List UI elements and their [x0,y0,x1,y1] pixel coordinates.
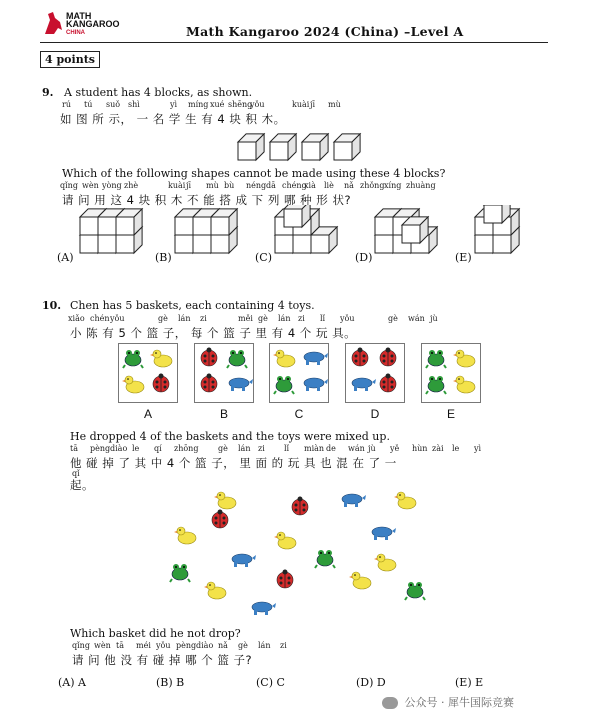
duck-icon [349,572,371,589]
pinyin-word: yě [390,444,400,453]
duck-icon [394,492,416,509]
q10-number: 10. [42,299,62,312]
q10-pinyin-row [68,314,488,324]
pinyin-word: xiǎo [68,314,85,323]
q9-pinyin-row [60,100,380,110]
q10-which-en: Which basket did he not drop? [70,627,241,640]
pinyin-word: miàn [304,444,325,453]
pinyin-word: zi [200,314,207,323]
logo [42,10,122,38]
block-cube [270,134,296,160]
q10-answer-b[interactable]: (B) B [156,676,185,689]
q9-text-en: A student has 4 blocks, as shown. [64,86,253,99]
pinyin-word: zhuàng [406,181,436,190]
ladybug-icon [201,348,217,367]
pinyin-word: qǐng [60,181,78,190]
wechat-icon [382,697,398,709]
duck-icon [122,376,144,393]
pinyin-word: gè [158,314,168,323]
duck-icon [174,527,196,544]
q10-which-zh: 请 问 他 没 有 碰 掉 哪 个 篮 子? [72,653,253,667]
block-cube [402,217,428,243]
pinyin-word: xué [210,100,225,109]
pinyin-word: nǎ [344,181,354,190]
q9-number: 9. [42,86,54,99]
pinyin-word: hùn [412,444,428,453]
pinyin-word: zhōng [174,444,199,453]
header-divider [40,42,548,43]
frog-icon [274,376,294,394]
pinyin-word: jù [430,314,438,323]
watermark-text: 公众号 · 犀牛国际竞赛 [404,696,514,709]
block-cube [211,209,237,235]
q10-dropped-pinyin-overflow: qǐ [72,469,80,478]
pinyin-word: zhǒng [360,181,385,190]
frog-icon [426,350,446,368]
pinyin-word: rú [62,100,71,109]
basket-label: C [294,407,304,421]
q10-answer-d[interactable]: (D) D [356,676,386,689]
page-title: Math Kangaroo 2024 (China) –Level A [186,24,464,39]
pinyin-word: suǒ [106,100,121,109]
pinyin-word: lán [278,314,291,323]
pinyin-word: zi [258,444,265,453]
pinyin-word: qǐng [72,641,90,650]
block-cube [238,134,264,160]
pinyin-word: gè [388,314,398,323]
rhino-icon [352,378,376,391]
pinyin-word: kuài [168,181,186,190]
logo-line-3: CHINA [66,30,85,36]
duck-icon [214,492,236,509]
pinyin-word: gè [238,641,248,650]
pinyin-word: wán [408,314,425,323]
pinyin-word: wán [348,444,365,453]
pinyin-word: měi [238,314,253,323]
q9-option-a[interactable]: (A) [57,251,74,264]
pinyin-word: lǐ [320,314,326,323]
rhino-icon [304,378,328,391]
pinyin-word: liè [324,181,334,190]
pinyin-word: yǒu [156,641,171,650]
basket-c [269,343,329,403]
duck-icon [374,554,396,571]
pinyin-word: gè [218,444,228,453]
pinyin-word: le [452,444,460,453]
rhino-icon [304,352,328,365]
basket-label: B [219,407,228,421]
pinyin-word: yì [170,100,178,109]
pinyin-word: zhè [124,181,139,190]
pinyin-word: yòng [102,181,122,190]
pinyin-word: tú [84,100,93,109]
pinyin-word: de [326,444,336,453]
basket-b [194,343,254,403]
pinyin-word: diào [196,641,214,650]
pinyin-word: néng [246,181,267,190]
basket-label: A [143,407,152,421]
duck-icon [453,376,475,393]
pinyin-word: pèng [176,641,197,650]
q10-dropped-zh-line1: 他 碰 掉 了 其 中 4 个 篮 子， 里 面 的 玩 具 也 混 在 了 一 [70,456,397,470]
q10-text-en: Chen has 5 baskets, each containing 4 toys. [70,299,315,312]
pinyin-word: lán [238,444,251,453]
rhino-icon [372,527,396,540]
ladybug-icon [352,348,368,367]
pinyin-word: jī [186,181,192,190]
pinyin-word: zi [280,641,287,650]
pinyin-word: yǒu [250,100,265,109]
ladybug-icon [277,570,293,589]
ladybug-icon [380,374,396,393]
q9-option-e[interactable]: (E) [455,251,472,264]
duck-icon [150,350,172,367]
pinyin-word: tā [116,641,124,650]
basket-e [421,343,481,403]
block-cube [334,134,360,160]
ladybug-icon [292,497,308,516]
rhino-icon [229,378,253,391]
points-label: 4 points [40,51,100,68]
duck-icon [274,532,296,549]
block-cube [302,134,328,160]
basket-label: E [446,407,455,421]
pinyin-word: lán [258,641,271,650]
pinyin-word: le [132,444,140,453]
pinyin-word: shēng [228,100,253,109]
frog-icon [123,350,143,368]
pinyin-word: xià [304,181,316,190]
duck-icon [204,582,226,599]
pinyin-word: míng [188,100,209,109]
q10-which-pinyin-row [70,641,330,651]
frog-icon [426,376,446,394]
ladybug-icon [201,374,217,393]
pinyin-word: wèn [94,641,111,650]
basket-label: D [370,407,380,421]
pinyin-word: yì [474,444,482,453]
pinyin-word: lán [178,314,191,323]
duck-icon [273,350,295,367]
ladybug-icon [380,348,396,367]
frog-icon [170,564,190,582]
pinyin-word: diào [110,444,128,453]
frog-icon [315,550,335,568]
pinyin-word: mù [328,100,341,109]
q9-question-zh: 请 问 用 这 4 块 积 木 不 能 搭 成 下 列 哪 种 形 状? [62,193,352,207]
pinyin-word: zài [432,444,444,453]
duck-icon [453,350,475,367]
q9-question-en: Which of the following shapes cannot be made using these 4 blocks? [62,167,446,180]
pinyin-word: nǎ [218,641,228,650]
pinyin-word: yǒu [340,314,355,323]
pinyin-word: zi [298,314,305,323]
q10-dropped-zh-line2: 起。 [70,478,94,492]
pinyin-word: yǒu [110,314,125,323]
basket-a [118,343,178,403]
pinyin-word: jī [310,100,316,109]
q9-option-d[interactable]: (D) [355,251,373,264]
pinyin-word: kuài [292,100,310,109]
pinyin-word: dā [266,181,276,190]
basket-d [345,343,405,403]
q10-text-zh: 小 陈 有 5 个 篮 子， 每 个 篮 子 里 有 4 个 玩 具。 [70,326,357,340]
rhino-icon [232,554,256,567]
pinyin-word: lǐ [284,444,290,453]
baskets-row [118,343,488,423]
pinyin-word: wèn [82,181,99,190]
pinyin-word: gè [258,314,268,323]
pinyin-word: méi [136,641,151,650]
q9-text-zh: 如 图 所 示， 一 名 学 生 有 4 块 积 木。 [60,112,286,126]
q10-answer-e[interactable]: (E) E [455,676,484,689]
kangaroo-logo-icon [42,10,64,36]
pinyin-word: mù [206,181,219,190]
pinyin-word: chéng [282,181,307,190]
q9-question-pinyin-row [60,181,490,191]
q10-answer-a[interactable]: (A) A [58,676,86,689]
pinyin-word: tā [70,444,78,453]
block-cube [116,209,142,235]
logo-line-2: KANGAROO [66,19,120,29]
pinyin-word: shì [128,100,140,109]
q9-blocks-figure [236,128,366,164]
q10-dropped-en: He dropped 4 of the baskets and the toys were mixed up. [70,430,390,443]
q9-option-c[interactable]: (C) [255,251,272,264]
pinyin-word: bù [224,181,235,190]
mixed-toys-figure [150,485,450,620]
pinyin-word: qí [154,444,162,453]
rhino-icon [252,602,276,615]
ladybug-icon [212,510,228,529]
pinyin-word: pèng [90,444,111,453]
frog-icon [405,582,425,600]
logo-line-1: MATH [66,11,92,21]
q9-option-b[interactable]: (B) [155,251,172,264]
watermark [382,694,514,710]
pinyin-word: chén [90,314,110,323]
q10-dropped-pinyin-row [68,444,538,454]
pinyin-word: jù [368,444,376,453]
pinyin-word: xíng [384,181,402,190]
frog-icon [227,350,247,368]
q10-answer-c[interactable]: (C) C [256,676,285,689]
ladybug-icon [153,374,169,393]
rhino-icon [342,494,366,507]
